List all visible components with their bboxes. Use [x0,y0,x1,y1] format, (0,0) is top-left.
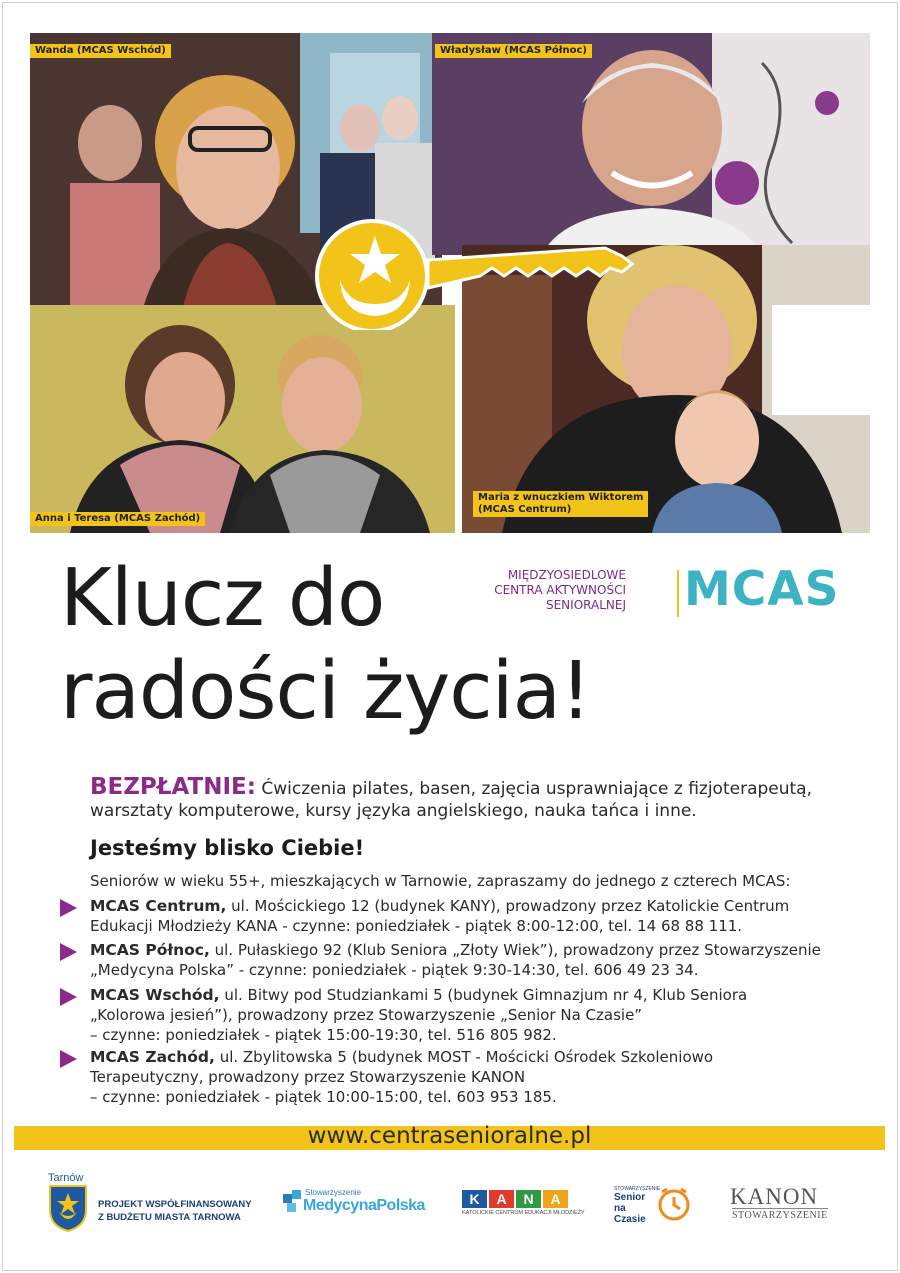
center-text: „Kolorowa jesień”), prowadzony przez Stowarzyszenie „Senior Na Czasie” [90,1006,643,1024]
caption-maria-line2: (MCAS Centrum) [478,504,572,515]
caption-anna-teresa: Anna i Teresa (MCAS Zachód) [30,512,205,526]
snc-line2: na [614,1203,626,1214]
caption-maria-line1: Maria z wnuczkiem Wiktorem [478,492,644,503]
headline-line2: radości życia! [60,645,591,737]
center-text: Terapeutyczny, prowadzony przez Stowarzyszenie KANON [90,1068,526,1086]
arrow-right-icon [60,988,77,1006]
kana-letter: A [489,1190,514,1208]
intro-lead: BEZPŁATNIE: [90,774,256,800]
center-text: ul. Pułaskiego 92 (Klub Seniora „Złoty Wiek”), prowadzony przez Stowarzyszenie [209,941,821,959]
mcas-logo-line1: MIĘDZYOSIEDLOWE [507,568,626,582]
kana-letters [462,1190,570,1208]
snc-line3: Czasie [614,1214,646,1225]
medycyna-polska-logo [283,1188,428,1220]
center-item-wschod [90,985,870,1045]
arrow-right-icon [60,1050,77,1068]
mcas-logo [494,562,848,620]
url-band [14,1123,885,1150]
tarnow-coat-of-arms-icon [48,1184,88,1232]
headline-line1: Klucz do [60,552,385,644]
mcas-logo-divider [677,570,679,617]
mcas-logo-text [494,568,626,613]
key-icon [310,218,635,330]
caption-wladyslaw: Władysław (MCAS Północ) [435,44,592,58]
center-name: MCAS Północ, [90,941,210,959]
photo-anna-teresa [30,305,455,533]
medycyna-name: MedycynaPolska [303,1197,425,1214]
center-item-polnoc [90,940,870,980]
kana-letter: A [543,1190,568,1208]
mcas-logo-line2: CENTRA AKTYWNOŚCI [494,583,626,597]
project-cofinanced-text [98,1198,252,1224]
mcas-logo-acronym: MCAS [684,562,840,617]
website-link[interactable]: www.centrasenioralne.pl [307,1123,592,1149]
senior-na-czasie-logo [614,1186,694,1224]
center-item-zachod [90,1047,870,1107]
intro-paragraph [90,776,850,822]
center-text: ul. Bitwy pod Studziankami 5 (budynek Gimnazjum nr 4, Klub Seniora [219,986,748,1004]
invite-text: Seniorów w wieku 55+, mieszkających w Tarnowie, zapraszamy do jednego z czterech MCAS: [90,872,791,890]
caption-maria [473,491,648,517]
caption-wanda: Wanda (MCAS Wschód) [30,44,171,58]
center-text: „Medycyna Polska” - czynne: poniedziałek - piątek 9:30-14:30, tel. 606 49 23 34. [90,961,699,979]
arrow-right-icon [60,899,77,917]
project-line2: Z BUDŻETU MIASTA TARNOWA [98,1212,241,1223]
snc-line1: Senior [614,1192,646,1203]
center-text: – czynne: poniedziałek - piątek 15:00-19:30, tel. 516 805 982. [90,1026,557,1044]
center-name: MCAS Centrum, [90,897,227,915]
mcas-logo-line3: SENIORALNEJ [545,598,626,612]
center-text: Edukacji Młodzieży KANA - czynne: poniedziałek - piątek 8:00-12:00, tel. 14 68 88 111. [90,917,743,935]
center-text: ul. Zbylitowska 5 (budynek MOST - Mościcki Ośrodek Szkoleniowo [214,1048,714,1066]
center-name: MCAS Zachód, [90,1048,215,1066]
snc-name [614,1192,646,1225]
intro-line2: warsztaty komputerowe, kursy języka angielskiego, nauka tańca i inne. [90,801,697,821]
kana-letter: K [462,1190,487,1208]
center-text: – czynne: poniedziałek - piątek 10:00-15:00, tel. 603 953 185. [90,1088,557,1106]
snc-small: STOWARZYSZENIE [614,1186,661,1192]
center-name: MCAS Wschód, [90,986,220,1004]
center-item-centrum [90,896,870,936]
intro-line1: Ćwiczenia pilates, basen, zajęcia usprawniające z fizjoterapeutą, [255,779,813,799]
center-text: ul. Mościckiego 12 (budynek KANY), prowadzony przez Katolickie Centrum [226,897,790,915]
kanon-name: KANON [730,1184,819,1209]
kanon-logo [730,1186,840,1222]
kana-logo [462,1190,585,1218]
clock-icon [656,1186,692,1222]
kana-letter: N [516,1190,541,1208]
medycyna-small: Stowarzyszenie [305,1188,362,1197]
arrow-right-icon [60,943,77,961]
project-line1: PROJEKT WSPÓŁFINANSOWANY [98,1199,252,1210]
subheading: Jesteśmy blisko Ciebie! [90,836,365,860]
kana-tagline: KATOLICKIE CENTRUM EDUKACJI MŁODZIEŻY [462,1210,585,1216]
tarnow-label: Tarnów [48,1172,84,1184]
medycyna-mark-icon [283,1190,303,1216]
kanon-sub: STOWARZYSZENIE [732,1210,828,1221]
